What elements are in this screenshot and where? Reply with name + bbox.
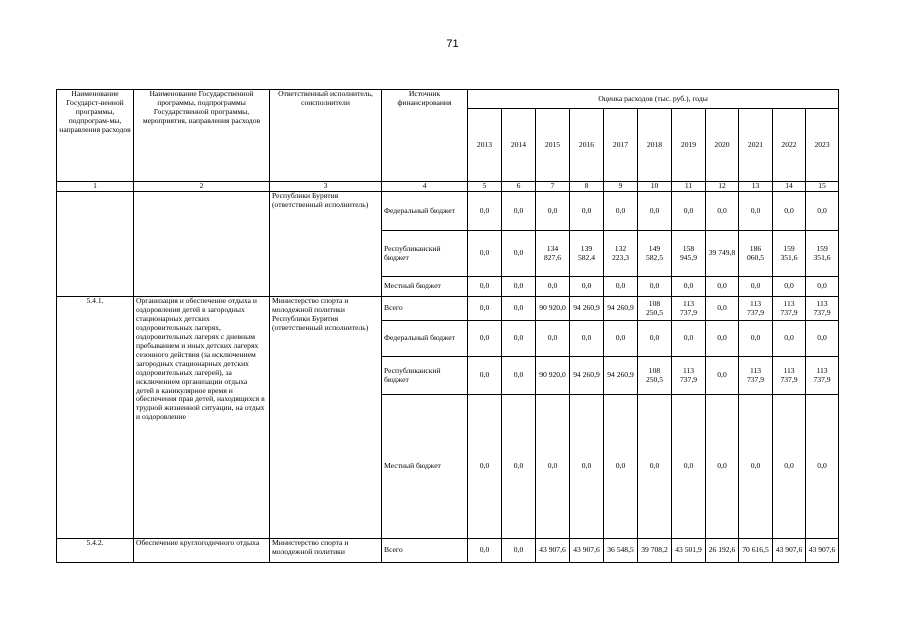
value-cell: 0,0	[570, 395, 604, 539]
value-cell: 39 749,8	[706, 231, 739, 277]
value-cell: 0,0	[706, 395, 739, 539]
column-number: 14	[773, 182, 806, 192]
value-cell: 0,0	[536, 395, 570, 539]
header-year: 2017	[604, 109, 638, 182]
value-cell: 149 582,5	[638, 231, 672, 277]
value-cell: 0,0	[672, 192, 706, 231]
value-cell: 0,0	[570, 192, 604, 231]
value-cell: 0,0	[672, 277, 706, 297]
header-year: 2013	[468, 109, 502, 182]
value-cell: 108 250,5	[638, 297, 672, 321]
executor-cell: Министерство спорта и молодежной политики	[270, 539, 382, 563]
value-cell: 94 260,9	[570, 357, 604, 395]
value-cell: 0,0	[468, 297, 502, 321]
funding-source: Всего	[382, 297, 468, 321]
column-number: 3	[270, 182, 382, 192]
value-cell: 0,0	[773, 277, 806, 297]
funding-source: Федеральный бюджет	[382, 321, 468, 357]
value-cell: 113 737,9	[672, 297, 706, 321]
value-cell: 0,0	[773, 321, 806, 357]
value-cell: 0,0	[706, 277, 739, 297]
value-cell: 0,0	[536, 277, 570, 297]
value-cell: 159 351,6	[773, 231, 806, 277]
value-cell: 0,0	[502, 539, 536, 563]
value-cell: 186 060,5	[739, 231, 773, 277]
column-number: 8	[570, 182, 604, 192]
value-cell: 0,0	[806, 277, 839, 297]
value-cell: 0,0	[536, 192, 570, 231]
value-cell: 94 260,9	[604, 357, 638, 395]
measure-code: 5.4.2.	[57, 539, 134, 563]
value-cell: 0,0	[806, 192, 839, 231]
column-number: 2	[134, 182, 270, 192]
funding-source: Республиканский бюджет	[382, 231, 468, 277]
value-cell: 90 920,0	[536, 357, 570, 395]
header-year: 2021	[739, 109, 773, 182]
column-number: 15	[806, 182, 839, 192]
header-year: 2022	[773, 109, 806, 182]
value-cell: 0,0	[604, 277, 638, 297]
value-cell: 26 192,6	[706, 539, 739, 563]
value-cell: 0,0	[502, 357, 536, 395]
value-cell: 0,0	[672, 321, 706, 357]
value-cell: 0,0	[638, 192, 672, 231]
value-cell: 0,0	[536, 321, 570, 357]
value-cell: 43 907,6	[773, 539, 806, 563]
value-cell: 0,0	[739, 321, 773, 357]
value-cell: 0,0	[739, 192, 773, 231]
header-year: 2018	[638, 109, 672, 182]
value-cell: 43 907,6	[806, 539, 839, 563]
funding-source: Местный бюджет	[382, 277, 468, 297]
measure-code: 5.4.1.	[57, 297, 134, 539]
column-number: 6	[502, 182, 536, 192]
value-cell: 0,0	[706, 192, 739, 231]
value-cell: 0,0	[604, 395, 638, 539]
value-cell: 0,0	[604, 321, 638, 357]
value-cell: 113 737,9	[739, 357, 773, 395]
value-cell: 39 708,2	[638, 539, 672, 563]
value-cell: 0,0	[706, 297, 739, 321]
column-number: 13	[739, 182, 773, 192]
table-row	[57, 192, 839, 231]
table-row	[57, 297, 839, 321]
funding-source: Федеральный бюджет	[382, 192, 468, 231]
value-cell: 94 260,9	[570, 297, 604, 321]
value-cell: 0,0	[638, 321, 672, 357]
value-cell: 0,0	[502, 192, 536, 231]
executor-cell: Министерство спорта и молодежной политики Республики Бурятия (ответственный исполнитель)	[270, 297, 382, 539]
value-cell: 43 907,6	[570, 539, 604, 563]
value-cell: 134 827,6	[536, 231, 570, 277]
value-cell: 0,0	[638, 395, 672, 539]
budget-table	[56, 89, 839, 563]
header-year: 2023	[806, 109, 839, 182]
value-cell: 113 737,9	[806, 357, 839, 395]
value-cell: 94 260,9	[604, 297, 638, 321]
value-cell: 0,0	[706, 357, 739, 395]
value-cell: 0,0	[672, 395, 706, 539]
header-expenses: Оценка расходов (тыс. руб.), годы	[468, 90, 839, 109]
value-cell: 113 737,9	[739, 297, 773, 321]
value-cell: 0,0	[502, 297, 536, 321]
value-cell: 0,0	[502, 231, 536, 277]
value-cell: 113 737,9	[773, 357, 806, 395]
value-cell: 108 250,5	[638, 357, 672, 395]
page-number: 71	[446, 38, 459, 50]
value-cell: 0,0	[773, 192, 806, 231]
column-number: 4	[382, 182, 468, 192]
measure-name: Обеспечение круглогодичного отдыха	[134, 539, 270, 563]
header-measure: Наименование Государственной программы, подпрограммы Государственной программы, мероприятия, направления расходов	[134, 90, 270, 182]
value-cell: 43 501,9	[672, 539, 706, 563]
value-cell: 43 907,6	[536, 539, 570, 563]
column-number: 9	[604, 182, 638, 192]
value-cell: 113 737,9	[806, 297, 839, 321]
value-cell: 0,0	[468, 321, 502, 357]
value-cell: 0,0	[638, 277, 672, 297]
value-cell: 0,0	[570, 277, 604, 297]
column-number: 5	[468, 182, 502, 192]
value-cell: 159 351,6	[806, 231, 839, 277]
value-cell: 158 945,9	[672, 231, 706, 277]
value-cell: 0,0	[806, 395, 839, 539]
value-cell: 0,0	[570, 321, 604, 357]
value-cell: 0,0	[468, 539, 502, 563]
funding-source: Республиканский бюджет	[382, 357, 468, 395]
value-cell: 0,0	[502, 395, 536, 539]
value-cell: 0,0	[468, 395, 502, 539]
value-cell: 0,0	[468, 357, 502, 395]
value-cell: 0,0	[468, 192, 502, 231]
value-cell: 0,0	[773, 395, 806, 539]
value-cell: 132 223,3	[604, 231, 638, 277]
column-number: 10	[638, 182, 672, 192]
value-cell: 0,0	[739, 277, 773, 297]
value-cell: 0,0	[806, 321, 839, 357]
header-year: 2014	[502, 109, 536, 182]
column-number: 1	[57, 182, 134, 192]
value-cell: 0,0	[468, 277, 502, 297]
value-cell: 0,0	[739, 395, 773, 539]
header-year: 2019	[672, 109, 706, 182]
value-cell: 0,0	[468, 231, 502, 277]
table-row	[57, 539, 839, 563]
value-cell: 70 616,5	[739, 539, 773, 563]
value-cell: 0,0	[502, 321, 536, 357]
measure-name-cell	[134, 192, 270, 297]
header-year: 2015	[536, 109, 570, 182]
value-cell: 90 920,0	[536, 297, 570, 321]
value-cell: 0,0	[706, 321, 739, 357]
column-number: 12	[706, 182, 739, 192]
column-number: 7	[536, 182, 570, 192]
header-program: Наименование Государст-венной программы, подпрограм-мы, направления расходов	[57, 90, 134, 182]
program-code-cell	[57, 192, 134, 297]
value-cell: 0,0	[502, 277, 536, 297]
value-cell: 139 582,4	[570, 231, 604, 277]
column-number: 11	[672, 182, 706, 192]
value-cell: 113 737,9	[773, 297, 806, 321]
executor-cell: Республики Бурятия (ответственный исполнитель)	[270, 192, 382, 297]
header-executor: Ответственный исполнитель, соисполнители	[270, 90, 382, 182]
value-cell: 113 737,9	[672, 357, 706, 395]
funding-source: Всего	[382, 539, 468, 563]
header-year: 2016	[570, 109, 604, 182]
measure-name: Организация и обеспечение отдыха и оздоровления детей в загородных стационарных детских оздоровительных лагерях, оздоровительных лагерях с дневным пребыванием и иных детских лагерях сезонного действия (за исключением загородных стационарных детских оздоровительных лагерей), за исключением организации отдыха детей в каникулярное время и обеспечения прав детей, находящихся в трудной жизненной ситуации, на отдых и оздоровление	[134, 297, 270, 539]
funding-source: Местный бюджет	[382, 395, 468, 539]
header-year: 2020	[706, 109, 739, 182]
header-funding-source: Источник финансирования	[382, 90, 468, 182]
value-cell: 36 548,5	[604, 539, 638, 563]
value-cell: 0,0	[604, 192, 638, 231]
